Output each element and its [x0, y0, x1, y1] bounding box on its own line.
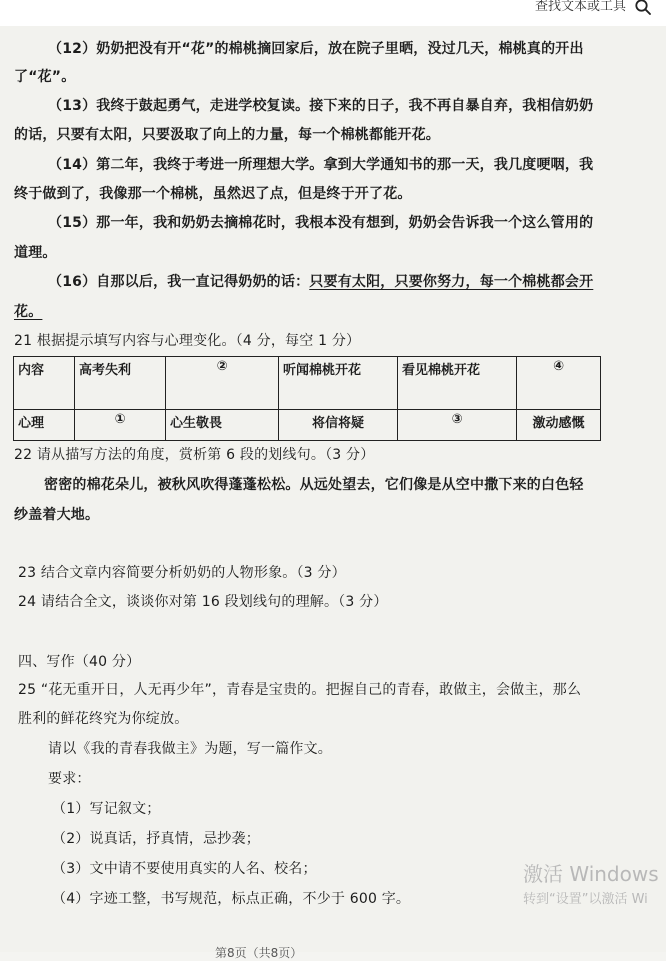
paragraph-12-line-2: 了“花”。 [14, 69, 76, 85]
paragraph-14-line-2: 终于做到了，我像那一个棉桃，虽然迟了点，但是终于开了花。 [14, 186, 412, 202]
table-cell: 看见棉桃开花 [398, 357, 517, 410]
table-cell: 激动感慨 [517, 410, 601, 441]
table-cell: ② [166, 357, 279, 410]
requirement-3: （3）文中请不要使用真实的人名、校名； [52, 861, 317, 877]
paragraph-14-line-1: （14）第二年，我终于考进一所理想大学。拿到大学通知书的那一天，我几度哽咽，我 [48, 157, 594, 173]
table-cell: 心理 [14, 410, 75, 441]
requirement-4: （4）字迹工整，书写规范，标点正确，不少于 600 字。 [52, 891, 411, 907]
paragraph-13-line-1: （13）我终于鼓起勇气，走进学校复读。接下来的日子，我不再自暴自弃，我相信奶奶 [48, 98, 594, 114]
activation-watermark-title: 激活 Windows [523, 862, 659, 886]
question-25-line-1: 25 “花无重开日，人无再少年”，青春是宝贵的。把握自己的青春，敢做主，会做主，那么 [18, 682, 582, 698]
requirement-2: （2）说真话，抒真情，忌抄袭； [52, 831, 260, 847]
paragraph-15-line-1: （15）那一年，我和奶奶去摘棉花时，我根本没有想到，奶奶会告诉我一个这么管用的 [48, 215, 594, 231]
paragraph-13-line-2: 的话，只要有太阳，只要汲取了向上的力量，每一个棉桃都能开花。 [14, 127, 440, 143]
document-page [0, 26, 666, 960]
table-row [14, 410, 601, 441]
psychology-table [13, 356, 601, 441]
table-cell: 将信将疑 [279, 410, 398, 441]
activation-watermark-subtitle: 转到“设置”以激活 Wi [523, 892, 648, 907]
table-cell: 内容 [14, 357, 75, 410]
question-25-line-2: 胜利的鲜花终究为你绽放。 [18, 711, 189, 727]
paragraph-16-line-1 [48, 273, 593, 291]
table-cell: ③ [398, 410, 517, 441]
paragraph-15-line-2: 道理。 [14, 245, 57, 261]
table-cell: ① [75, 410, 166, 441]
essay-prompt: 请以《我的青春我做主》为题，写一篇作文。 [48, 741, 332, 757]
question-22: 22 请从描写方法的角度，赏析第 6 段的划线句。（3 分） [14, 447, 375, 463]
table-cell: 高考失利 [75, 357, 166, 410]
table-row [14, 357, 601, 410]
search-icon[interactable] [634, 0, 652, 16]
writing-section-heading: 四、写作（40 分） [18, 654, 141, 670]
table-cell: 听闻棉桃开花 [279, 357, 398, 410]
find-text-or-tool-label[interactable]: 查找文本或工具 [534, 0, 626, 14]
page-number-footer: 第8页（共8页） [215, 946, 303, 960]
question-21: 21 根据提示填写内容与心理变化。（4 分，每空 1 分） [14, 333, 361, 349]
question-23: 23 结合文章内容简要分析奶奶的人物形象。（3 分） [18, 565, 346, 581]
table-cell: 心生敬畏 [166, 410, 279, 441]
requirement-1: （1）写记叙文； [52, 801, 161, 817]
question-22-quote-line-1: 密密的棉花朵儿，被秋风吹得蓬蓬松松。从远处望去，它们像是从空中撒下来的白色轻 [44, 477, 584, 493]
paragraph-16-prefix: （16）自那以后，我一直记得奶奶的话： [48, 274, 310, 290]
question-24: 24 请结合全文，谈谈你对第 16 段划线句的理解。（3 分） [18, 594, 388, 610]
requirements-title: 要求： [48, 771, 91, 787]
paragraph-16-underlined-sentence: 只要有太阳，只要你努力，每一个棉桃都会开 [309, 274, 594, 290]
question-22-quote-line-2: 纱盖着大地。 [14, 507, 100, 523]
paragraph-16-line-2: 花。 [14, 304, 43, 320]
table-cell: ④ [517, 357, 601, 410]
toolbar [0, 0, 666, 27]
paragraph-12-line-1: （12）奶奶把没有开“花”的棉桃摘回家后，放在院子里晒，没过几天，棉桃真的开出 [48, 41, 584, 57]
